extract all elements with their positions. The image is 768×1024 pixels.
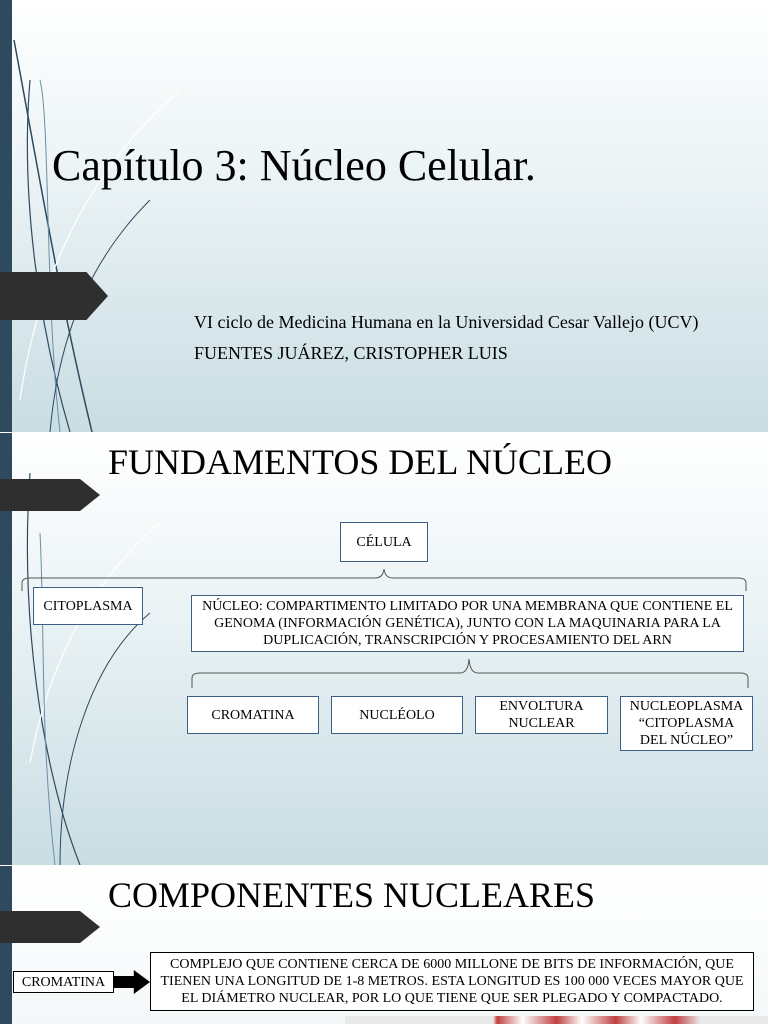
definition-text: COMPLEJO QUE CONTIENE CERCA DE 6000 MILLONE DE BITS DE INFORMACIÓN, QUE TIENEN UNA LONGITUD DE 1-8 METROS. ESTA LONGITUD ES 100 000 VECES MAYOR QUE EL DIÁMETRO NUCLEAR, POR LO QUE TIENE QUE SER PLEGADO Y COMPACTADO. (160, 957, 744, 1006)
cell-label: CÉLULA (356, 534, 412, 550)
arrow-shape (0, 272, 108, 320)
slide-heading: FUNDAMENTOS DEL NÚCLEO (108, 442, 612, 482)
slide-componentes (0, 866, 768, 1024)
arrow-shape (0, 911, 100, 943)
slide-title-text: Capítulo 3: Núcleo Celular. (52, 141, 536, 190)
subtitle-course: VI ciclo de Medicina Humana en la Universidad Cesar Vallejo (UCV) (194, 312, 699, 332)
component-label: NUCLÉOLO (359, 707, 435, 723)
arrow-right-icon (114, 970, 150, 994)
nucleus-box (191, 595, 744, 652)
component-box-envelope (475, 696, 608, 734)
arrow-shape (0, 479, 100, 511)
component-box-nucleolus (331, 696, 463, 734)
component-box-nucleoplasm (620, 696, 753, 751)
nucleus-label: NÚCLEO: COMPARTIMENTO LIMITADO POR UNA MEMBRANA QUE CONTIENE EL GENOMA (INFORMACIÓN GENÉTICA), JUNTO CON LA MAQUINARIA PARA LA DUPLICACIÓN, TRANSCRIPCIÓN Y PROCESAMIENTO DEL ARN (202, 599, 733, 648)
cytoplasm-box (33, 587, 143, 625)
term-label: CROMATINA (21, 974, 106, 990)
decorative-curves (0, 0, 200, 432)
slide-heading: COMPONENTES NUCLEARES (108, 875, 596, 915)
component-box-chromatin (187, 696, 319, 734)
cell-box (340, 522, 428, 562)
component-label: NUCLEOPLASMA “CITOPLASMA DEL NÚCLEO” (629, 699, 744, 748)
term-box (13, 971, 114, 993)
sidebar-bar (0, 866, 12, 1024)
definition-box (150, 952, 754, 1011)
slide-title (0, 0, 768, 432)
component-label: CROMATINA (211, 707, 295, 723)
dna-molecule-image (345, 1016, 768, 1024)
sidebar-bar (0, 0, 12, 432)
cytoplasm-label: CITOPLASMA (43, 598, 133, 614)
slide-fundamentos (0, 433, 768, 865)
subtitle-author: FUENTES JUÁREZ, CRISTOPHER LUIS (194, 343, 508, 363)
component-label: ENVOLTURA NUCLEAR (499, 699, 584, 731)
